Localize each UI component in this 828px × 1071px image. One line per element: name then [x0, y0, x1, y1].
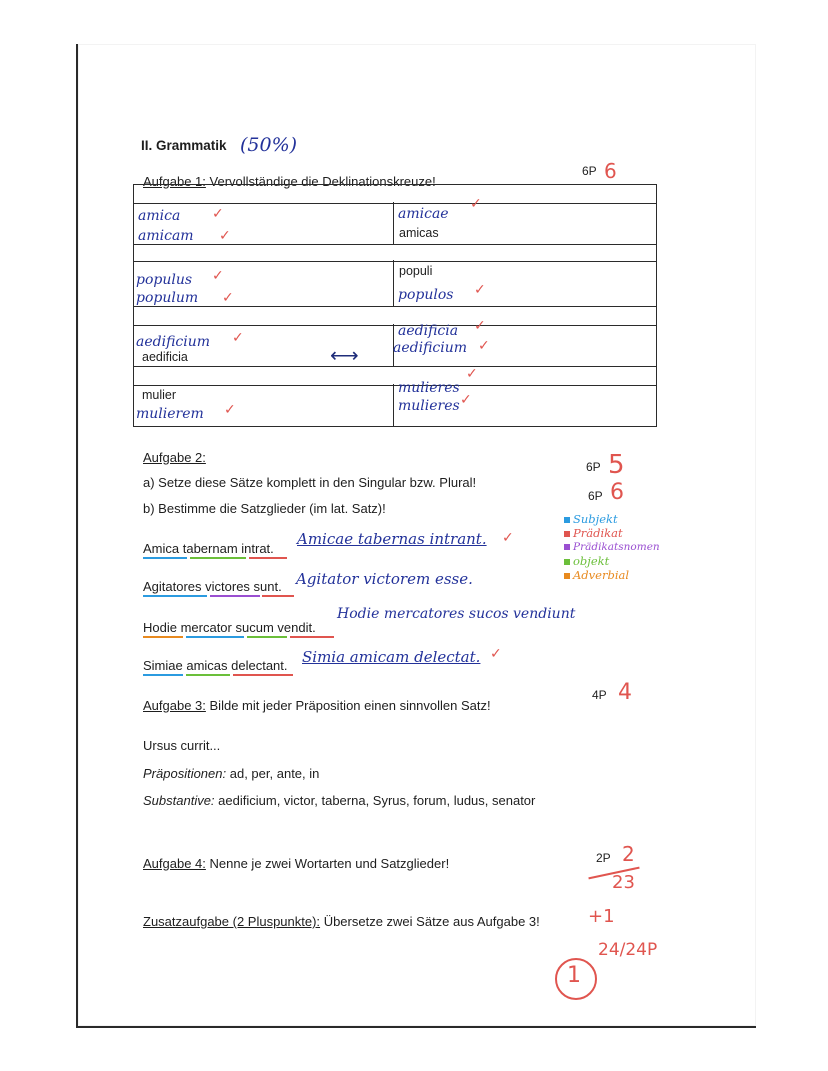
legend-adverbial: Adverbial — [564, 568, 660, 582]
cross2-divider — [393, 260, 394, 306]
cross2-row2-left: populum — [136, 290, 199, 306]
cross4-row1-left: mulier — [142, 388, 177, 402]
sentence1-answer: Amicae tabernas intrant. — [297, 530, 487, 548]
zusatz-text: Übersetze zwei Sätze aus Aufgabe 3! — [323, 914, 540, 929]
check-icon: ✓ — [474, 282, 486, 298]
sentence3-answer: Hodie mercatores sucos vendiunt — [337, 606, 576, 622]
sentence4-latin: Simiae amicas delectant. — [143, 658, 288, 673]
cross3-row1-left: aedificium — [136, 334, 211, 350]
cross1-row1-left: amica — [138, 208, 181, 224]
underline-adverbial — [143, 636, 183, 638]
underline-objekt — [190, 557, 246, 559]
check-icon: ✓ — [219, 228, 231, 244]
substantive-line — [143, 793, 535, 808]
cross1-divider — [393, 202, 394, 244]
aufgabe1-points: 6P — [582, 164, 597, 178]
sentence1-latin: Amica tabernam intrat. — [143, 541, 274, 556]
aufgabe1-score: 6 — [604, 159, 617, 183]
underline-subjekt — [143, 674, 183, 676]
cross3-row2-right: aedificium — [393, 340, 468, 356]
check-icon: ✓ — [232, 330, 244, 346]
zusatz-bonus: +1 — [588, 906, 615, 927]
aufgabe2-label: Aufgabe 2: — [143, 450, 206, 465]
underline-praedikat — [249, 557, 287, 559]
total-score: 24/24P — [598, 940, 658, 960]
subtotal-score: 23 — [612, 872, 635, 893]
legend-dot-icon — [564, 531, 570, 537]
check-icon: ✓ — [460, 392, 472, 408]
cross4-row2-right: mulieres — [398, 398, 460, 414]
check-icon: ✓ — [478, 338, 490, 354]
aufgabe3-ursus: Ursus currit... — [143, 738, 221, 753]
underline-subjekt — [143, 595, 207, 597]
underline-praedikat — [233, 674, 293, 676]
aufgabe3-label: Aufgabe 3: — [143, 698, 206, 713]
aufgabe1-label: Aufgabe 1: — [143, 174, 206, 189]
check-icon: ✓ — [466, 366, 478, 382]
cross2-row2-right: populos — [398, 287, 454, 303]
aufgabe4-score: 2 — [622, 842, 635, 866]
cross2-row1-left: populus — [136, 272, 193, 288]
legend-dot-icon — [564, 517, 570, 523]
aufgabe4-heading — [143, 856, 449, 871]
aufgabe3-points: 4P — [592, 688, 607, 702]
underline-praedikat — [262, 595, 294, 597]
underline-praedikatsnomen — [210, 595, 260, 597]
underline-subjekt — [186, 636, 244, 638]
aufgabe2-a-score: 5 — [608, 450, 625, 480]
aufgabe1-text: Vervollständige die Deklinationskreuze! — [209, 174, 436, 189]
aufgabe3-heading — [143, 698, 491, 713]
cross3-row2-left: aedificia — [142, 350, 188, 364]
sentence4-answer: Simia amicam delectat. — [302, 648, 481, 666]
aufgabe2-b-text: b) Bestimme die Satzglieder (im lat. Satz)! — [143, 501, 386, 516]
legend-subjekt: Subjekt — [564, 512, 660, 526]
aufgabe4-text: Nenne je zwei Wortarten und Satzglieder! — [209, 856, 450, 871]
zusatz-heading — [143, 914, 540, 929]
check-icon: ✓ — [490, 646, 502, 662]
legend-praedikat: Prädikat — [564, 526, 660, 540]
section-title: II. Grammatik — [141, 138, 227, 153]
legend-dot-icon — [564, 544, 570, 550]
legend-dot-icon — [564, 559, 570, 565]
aufgabe2-a-text: a) Setze diese Sätze komplett in den Singular bzw. Plural! — [143, 475, 477, 490]
aufgabe3-score: 4 — [618, 680, 632, 705]
cross4-row1-right: mulieres — [398, 380, 460, 396]
aufgabe4-label: Aufgabe 4: — [143, 856, 206, 871]
final-grade: 1 — [567, 963, 581, 988]
underline-objekt — [247, 636, 287, 638]
check-icon: ✓ — [470, 196, 482, 212]
legend-praedikatsnomen: Prädikatsnomen — [564, 540, 660, 554]
double-arrow-icon: ⟷ — [330, 345, 359, 367]
aufgabe2-b-points: 6P — [588, 489, 603, 503]
praepositionen-list: ad, per, ante, in — [229, 766, 320, 781]
underline-subjekt — [143, 557, 187, 559]
praepositionen-label: Präpositionen: — [143, 766, 227, 781]
cross1-row2-left: amicam — [138, 228, 194, 244]
cross4-divider — [393, 384, 394, 426]
sentence2-latin: Agitatores victores sunt. — [143, 579, 282, 594]
substantive-list: aedificium, victor, taberna, Syrus, forum, ludus, senator — [218, 793, 536, 808]
check-icon: ✓ — [222, 290, 234, 306]
sentence3-latin: Hodie mercator sucum vendit. — [143, 620, 316, 635]
cross4-box — [133, 384, 657, 427]
underline-praedikat — [290, 636, 334, 638]
cross3-top-line — [133, 306, 657, 326]
cross1-row1-right: amicae — [398, 206, 449, 222]
cross4-top-line — [133, 366, 657, 386]
check-icon: ✓ — [212, 206, 224, 222]
zusatz-label: Zusatzaufgabe (2 Pluspunkte): — [143, 914, 321, 929]
aufgabe4-points: 2P — [596, 851, 611, 865]
check-icon: ✓ — [502, 530, 514, 546]
aufgabe2-a-points: 6P — [586, 460, 601, 474]
praepositionen-line — [143, 766, 319, 781]
cross4-row2-left: mulierem — [136, 406, 204, 422]
satzglieder-legend — [564, 512, 660, 582]
underline-objekt — [186, 674, 230, 676]
legend-objekt: objekt — [564, 554, 660, 568]
cross2-row1-right: populi — [399, 264, 433, 278]
check-icon: ✓ — [212, 268, 224, 284]
check-icon: ✓ — [474, 318, 486, 334]
section-percent: (50%) — [240, 134, 298, 156]
check-icon: ✓ — [224, 402, 236, 418]
legend-dot-icon — [564, 573, 570, 579]
aufgabe2-b-score: 6 — [610, 480, 624, 505]
sentence2-answer: Agitator victorem esse. — [296, 570, 473, 588]
aufgabe3-text: Bilde mit jeder Präposition einen sinnvollen Satz! — [209, 698, 491, 713]
cross1-row2-right: amicas — [399, 226, 439, 240]
substantive-label: Substantive: — [143, 793, 215, 808]
cross1-top-line — [133, 184, 657, 204]
cross3-row1-right: aedificia — [398, 323, 459, 339]
